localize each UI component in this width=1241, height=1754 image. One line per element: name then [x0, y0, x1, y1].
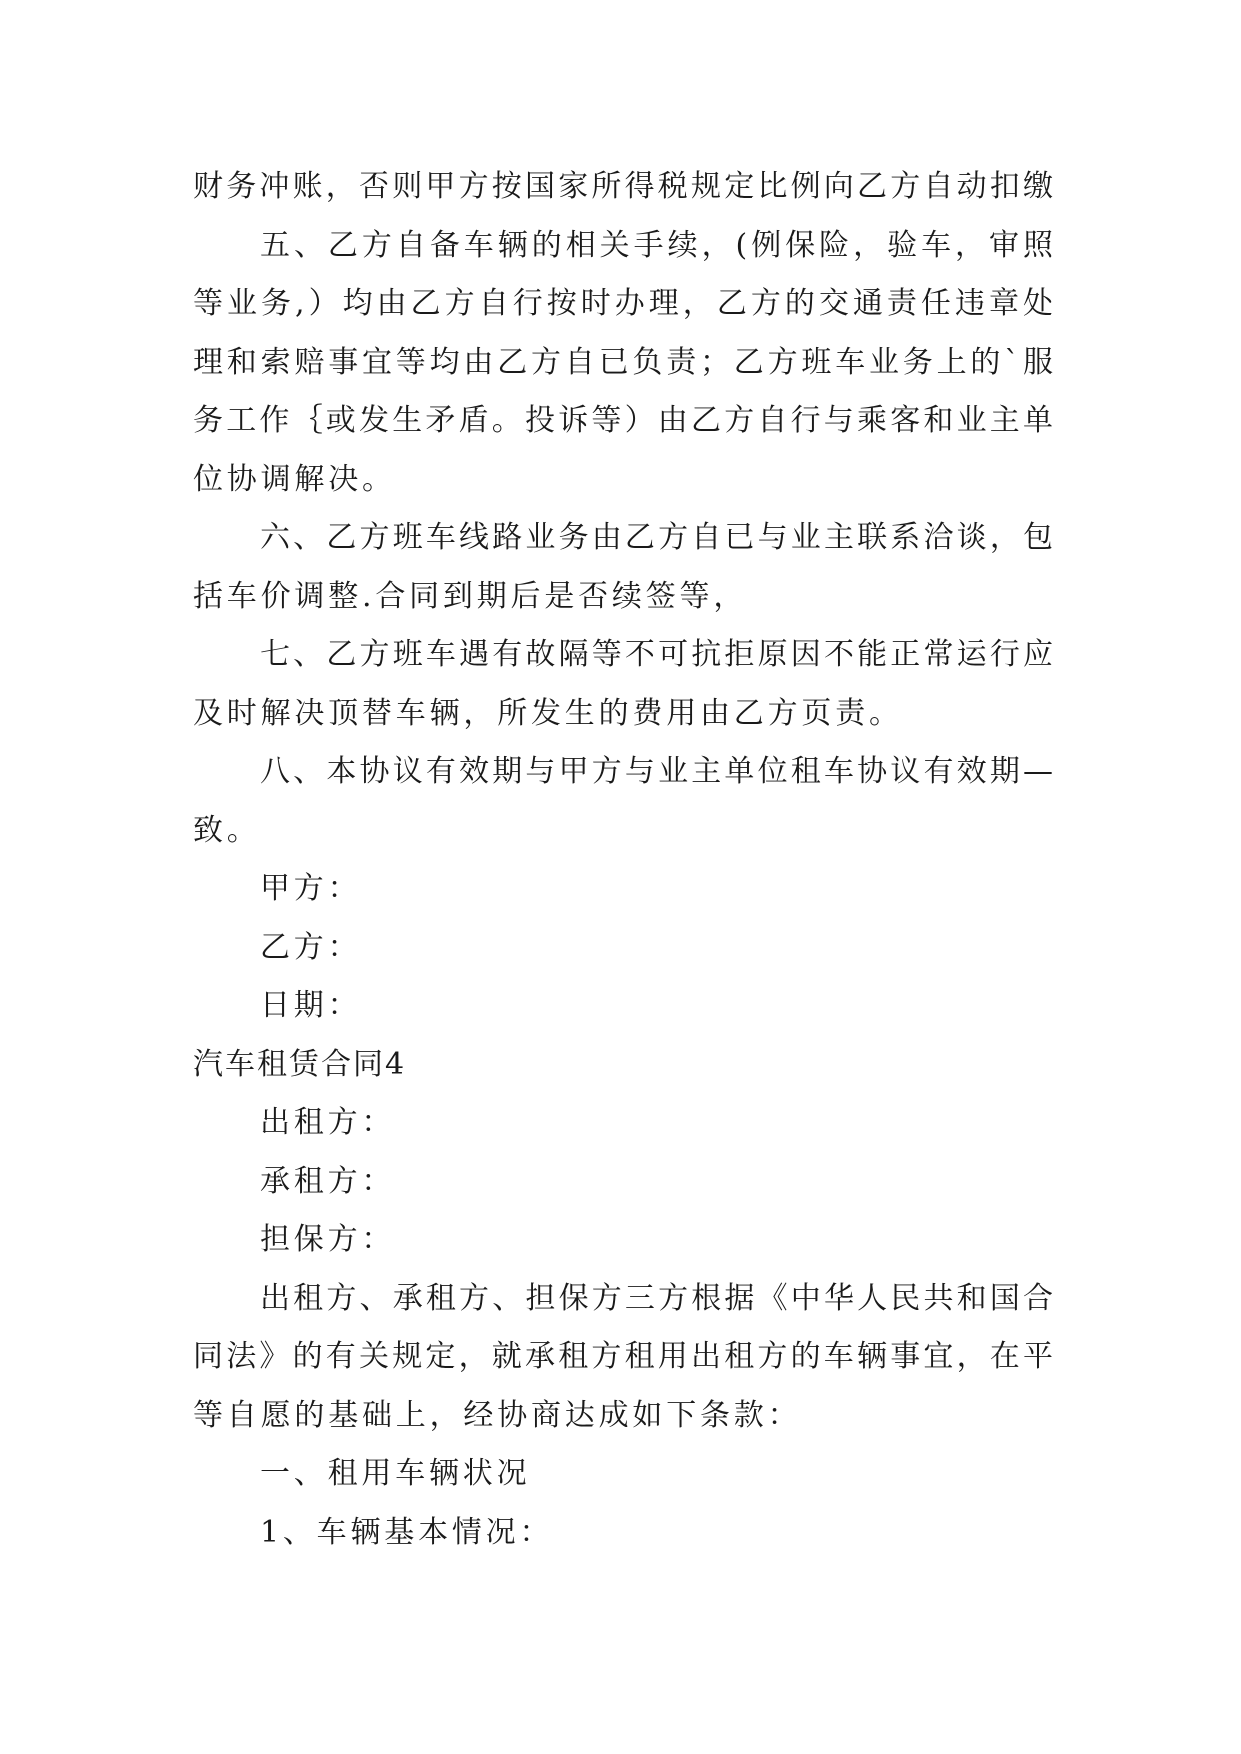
sub-clause-heading: 1、车辆基本情况： [260, 1514, 554, 1550]
clause-heading: 一、租用车辆状况 [260, 1456, 531, 1491]
paragraph-line: 及时解决顶替车辆，所发生的费用由乙方页责。 [193, 695, 903, 731]
paragraph-line: 位协调解决。 [193, 461, 396, 497]
clause-eight-line: 八、本协议有效期与甲方与业主单位租车协议有效期— [260, 754, 1053, 789]
lessor-label: 出租方： [260, 1105, 396, 1140]
paragraph-line: 财务冲账，否则甲方按国家所得税规定比例向乙方自动扣缴 [193, 169, 1053, 204]
paragraph-line: 括车价调整.合同到期后是否续签等， [193, 578, 748, 614]
section-title: 汽车租赁合同4 [193, 1046, 407, 1082]
paragraph-line: 同法》的有关规定，就承租方租用出租方的车辆事宜，在平 [193, 1339, 1053, 1374]
date-label: 日期： [260, 988, 362, 1023]
paragraph-line: 务工作｛或发生矛盾。投诉等）由乙方自行与乘客和业主单 [193, 403, 1053, 438]
clause-five-line: 五、乙方自备车辆的相关手续，(例保险，验车，审照 [260, 227, 1053, 263]
paragraph-line: 致。 [193, 812, 261, 848]
clause-six-line: 六、乙方班车线路业务由乙方自已与业主联系洽谈，包 [260, 520, 1053, 555]
preamble-line: 出租方、承租方、担保方三方根据《中华人民共和国合 [260, 1280, 1053, 1316]
party-b-label: 乙方： [260, 929, 362, 965]
paragraph-line: 等业务,）均由乙方自行按时办理，乙方的交通责任违章处 [193, 286, 1053, 321]
party-a-label: 甲方： [260, 871, 362, 906]
paragraph-line: 等自愿的基础上，经协商达成如下条款： [193, 1397, 802, 1433]
guarantor-label: 担保方： [260, 1222, 396, 1257]
paragraph-line: 理和索赔事宜等均由乙方自已负责；乙方班车业务上的`服 [193, 344, 1053, 380]
clause-seven-line: 七、乙方班车遇有故隔等不可抗拒原因不能正常运行应 [260, 637, 1053, 672]
lessee-label: 承租方： [260, 1163, 396, 1199]
document-body [193, 158, 1053, 1562]
